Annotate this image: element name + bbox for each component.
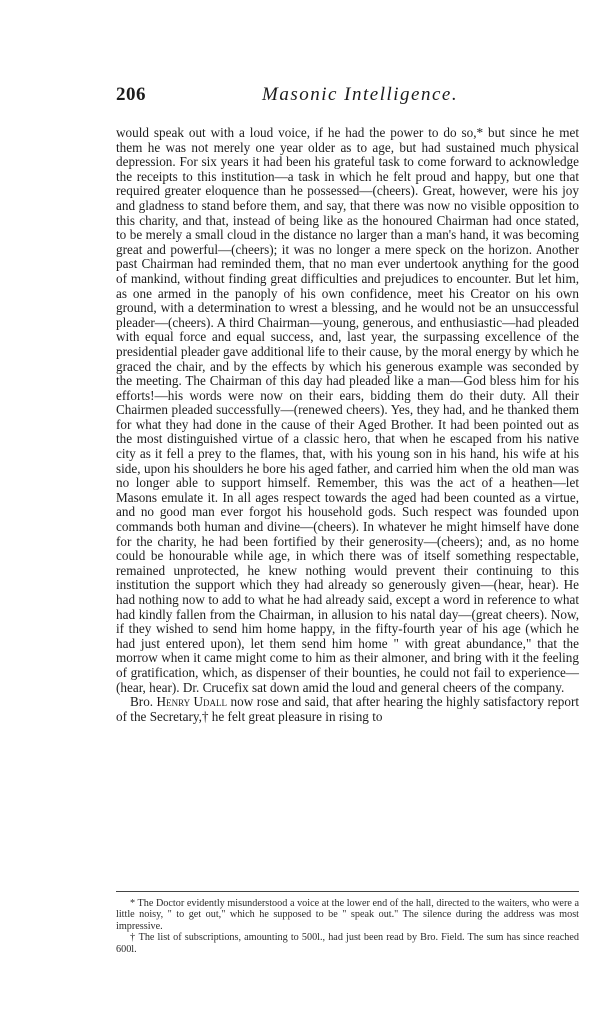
- footnote-rule: [116, 891, 579, 892]
- running-title: Masonic Intelligence.: [262, 84, 459, 105]
- speaker-name: Henry Udall: [156, 694, 228, 710]
- footnote-2: † The list of subscriptions, amounting to 500l., had just been read by Bro. Field. The sum has since reached 600l.: [116, 932, 579, 955]
- paragraph-udall: [116, 695, 579, 724]
- page-header: [116, 84, 579, 110]
- page-number: 206: [116, 84, 146, 105]
- paragraph-udall-prefix: Bro.: [130, 694, 157, 710]
- footnotes: [116, 898, 579, 955]
- paragraph-udall-text: now rose and said, that after hearing the highly satisfactory report of the Secretary,† he felt great pleasure in rising to: [116, 694, 580, 724]
- paragraph-crucefix-speech: would speak out with a loud voice, if he had the power to do so,* but since he met them he was not merely one year older as to age, but had sustained much physical depression. For six years it had been his grateful task to come forward to acknowledge the receipts to this institution—a task in which he felt proud and happy, but one that required greater eloquence than he possessed—(cheers). Great, however, were his joy and gladness to stand before them, and say, that there was now no visible opposition to this charity, and that, instead of being like as the honoured Chairman had once stated, to be merely a small cloud in the distance no larger than a man's hand, it was becoming great and powerful—(cheers); it was no longer a mere speck on the horizon. Another past Chairman had reminded them, that no man ever undertook anything for the good of mankind, without finding great difficulties and prejudices to encounter. But let him, as one armed in the panoply of his own confidence, meet his Creator on his own ground, with a determination to wrest a blessing, and he would not be an unsuccessful pleader—(cheers). A third Chairman—young, generous, and enthusiastic—had pleaded with equal force and equal success, and, last year, the surpassing excellence of the presidential pleader gave additional life to their cause, by the moral energy by which he graced the chair, and by the effects by which his generous example was seconded by the meeting. The Chairman of this day had pleaded like a man—God bless him for his efforts!—his words were now on their ears, bidding them do their duty. All their Chairmen pleaded successfully—(renewed cheers). Yes, they had, and he thanked them for what they had done in the cause of their Aged Brother. It had been pointed out as the most distinguished virtue of a classic hero, that when he escaped from his native city as it fell a prey to the flames, that, with his young son in his hand, his wife at his side, upon his shoulders he bore his aged father, and carried him when the old man was no longer able to support himself. Remember, this was the act of a heathen—let Masons emulate it. In all ages respect towards the aged had been counted as a virtue, and no good man ever forgot his household gods. Such respect was founded upon commands both human and divine—(cheers). In whatever he might himself have done for the charity, he had been fortified by their generosity—(cheers); and, as no home could be honourable while age, in which there was of itself something respectable, remained unprotected, he knew nothing would prevent their continuing to this institution the support which they had already so generously given—(hear, hear). He had nothing now to add to what he had already said, except a word in reference to what had kindly fallen from the Chairman, in allusion to his natal day—(great cheers). Now, if they wished to send him home happy, in the fifty-fourth year of his age (which he had just entered upon), let them send him home " with great abundance," that the morrow when it came might come to him as their almoner, and bring with it the feeling of gratification, which, as dispenser of their bounties, he could not fail to experience—(hear, hear). Dr. Crucefix sat down amid the loud and general cheers of the company.: [116, 125, 579, 695]
- footnote-1: * The Doctor evidently misunderstood a voice at the lower end of the hall, directed to the waiters, who were a little noisy, " to get out," which he supposed to be " speak out." The silence during the address was most impressive.: [116, 898, 579, 932]
- body-text: [116, 126, 579, 724]
